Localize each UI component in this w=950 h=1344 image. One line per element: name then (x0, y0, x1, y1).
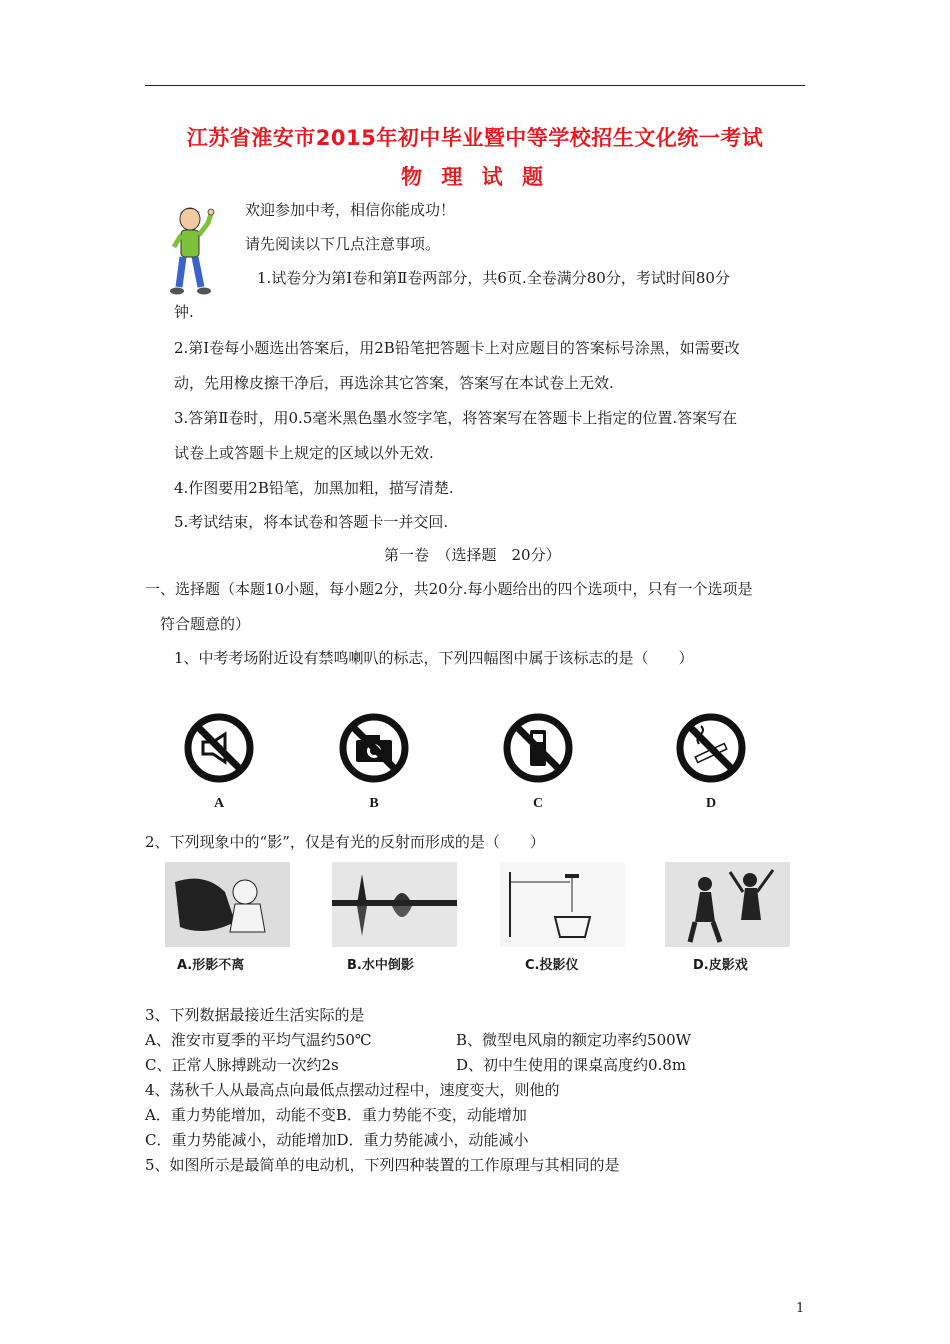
figure-caption: C.投影仪 (525, 958, 579, 973)
question-1-stem: 1、中考考场附近设有禁鸣喇叭的标志，下列四幅图中属于该标志的是（ ） (174, 649, 694, 667)
cigarette-icon (675, 712, 747, 784)
phone-icon (502, 712, 574, 784)
question-3-option: C、正常人脉搏跳动一次约2s (145, 1056, 339, 1074)
question-3-option: A、淮安市夏季的平均气温约50℃ (145, 1031, 372, 1049)
horn-icon (183, 712, 255, 784)
page-number: 1 (796, 1301, 805, 1316)
question-1-figures (145, 700, 810, 820)
section-heading: 第一卷 （选择题 20分） (384, 546, 561, 564)
option-label: D (705, 796, 717, 811)
projector-diagram (500, 862, 625, 947)
note-line: 1.试卷分为第Ⅰ卷和第Ⅱ卷两部分，共6页.全卷满分80分，考试时间80分 (257, 269, 730, 287)
shadow-photo (165, 862, 290, 947)
section-instructions: 一、选择题（本题10小题，每小题2分，共20分.每小题给出的四个选项中，只有一个选项是 (145, 580, 753, 598)
note-line: 5.考试结束，将本试卷和答题卡一并交回. (174, 513, 449, 531)
question-3-option: B、微型电风扇的额定功率约500W (456, 1031, 692, 1049)
question-3-option: D、初中生使用的课桌高度约0.8m (456, 1056, 687, 1074)
figure-caption: A.形影不离 (177, 958, 245, 973)
note-line: 4.作图要用2B铅笔，加黑加粗，描写清楚. (174, 479, 454, 497)
question-2-stem: 2、下列现象中的“影”，仅是有光的反射而形成的是（ ） (145, 833, 545, 851)
note-line: 3.答第Ⅱ卷时，用0.5毫米黑色墨水签字笔，将答案写在答题卡上指定的位置.答案写在 (174, 409, 738, 427)
cartoon-boy-illustration (168, 205, 223, 297)
question-5-stem: 5、如图所示是最简单的电动机，下列四种装置的工作原理与其相同的是 (145, 1156, 620, 1174)
header-rule (145, 85, 805, 86)
shadow-play-photo (665, 862, 790, 947)
note-line: 试卷上或答题卡上规定的区域以外无效. (174, 444, 434, 462)
option-label: B (369, 796, 379, 811)
section-instructions: 符合题意的） (160, 615, 251, 633)
figure-caption: B.水中倒影 (347, 958, 414, 973)
camera-icon (338, 712, 410, 784)
option-label: C (532, 796, 544, 811)
question-4-stem: 4、荡秋千人从最高点向最低点摆动过程中，速度变大，则他的 (145, 1081, 560, 1099)
note-line: 动，先用橡皮擦干净后，再选涂其它答案，答案写在本试卷上无效. (174, 374, 614, 392)
note-line: 钟. (174, 303, 194, 321)
question-4-option: C．重力势能减小，动能增加D．重力势能减小，动能减小 (145, 1131, 529, 1149)
greeting-text: 欢迎参加中考，相信你能成功！ (245, 201, 456, 219)
question-2-figures (145, 862, 810, 982)
reflection-photo (332, 862, 457, 947)
option-label: A (213, 796, 225, 811)
exam-title: 江苏省淮安市2015年初中毕业暨中等学校招生文化统一考试 (186, 126, 764, 150)
figure-caption: D.皮影戏 (693, 958, 748, 973)
exam-subtitle: 物 理 试 题 (401, 165, 549, 189)
note-line: 2.第Ⅰ卷每小题选出答案后，用2B铅笔把答题卡上对应题目的答案标号涂黑，如需要改 (174, 339, 740, 357)
read-notice-text: 请先阅读以下几点注意事项。 (245, 235, 441, 253)
question-4-option: A．重力势能增加，动能不变B．重力势能不变，动能增加 (145, 1106, 527, 1124)
question-3-stem: 3、下列数据最接近生活实际的是 (145, 1006, 365, 1024)
